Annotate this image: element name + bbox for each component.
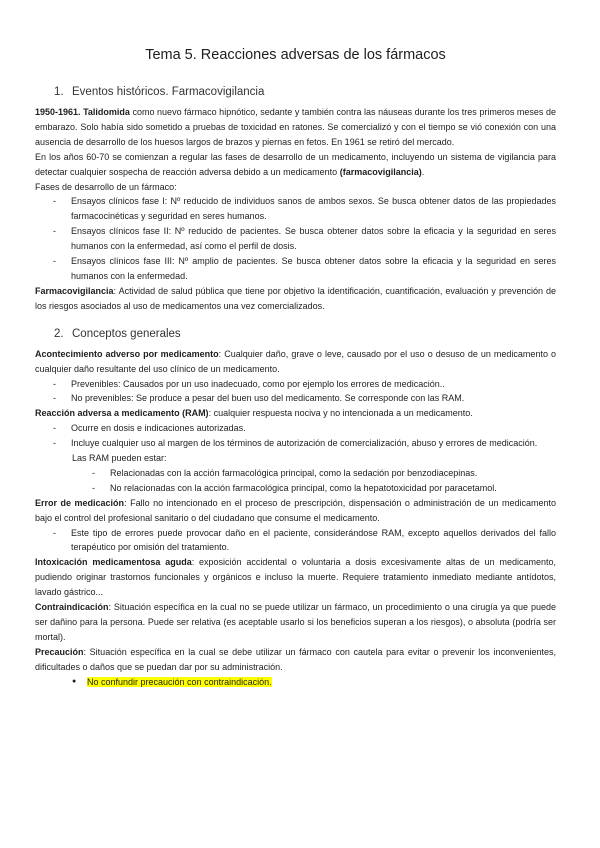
list-item: - Ensayos clínicos fase II: Nº reducido de pacientes. Se busca obtener datos sobre la eficacia y la seguridad en seres humanos con la enfermedad, así como el perfil de dosis. [69, 224, 556, 254]
page-title: Tema 5. Reacciones adversas de los fármacos [145, 47, 446, 63]
aam-list [35, 377, 556, 407]
section-number: 2. [54, 327, 64, 340]
paragraph-text: : Situación específica en la cual se debe utilizar un fármaco con cautela para evitar o prevenir los inconvenientes, dificultades o daños que se puedan dar por su administración. [35, 646, 556, 672]
paragraph-text: : exposición accidental o voluntaria a dosis excesivamente altas de un medicamento, pudiendo originar trastornos funcionales y orgánicos e incluso la muerte. Requiere tratamiento inmediato mediante antídotos, lavado gástrico... [35, 557, 556, 598]
list-item: - Este tipo de errores puede provocar daño en el paciente, considerándose RAM, excepto aquellos derivados del fallo terapéutico por omisión del tratamiento. [69, 526, 556, 556]
paragraph-intoxicacion [35, 555, 556, 600]
paragraph-ram [35, 406, 556, 421]
paragraph-talidomida [35, 105, 556, 150]
paragraph-acontecimiento [35, 347, 556, 377]
bold-term: Contraindicación [35, 602, 109, 613]
list-item: - No relacionadas con la acción farmacológica principal, como la hepatotoxicidad por paracetamol. [108, 481, 556, 496]
list-item: - Prevenibles: Causados por un uso inadecuado, como por ejemplo los errores de medicación.. [69, 377, 556, 392]
bold-term: Acontecimiento adverso por medicamento [35, 348, 219, 359]
bold-term: 1950-1961. Talidomida [35, 107, 130, 117]
bold-term: Farmacovigilancia [35, 285, 114, 296]
section-heading-text: Eventos históricos. Farmacovigilancia [72, 86, 265, 98]
paragraph-text: En los años 60-70 se comienzan a regular las fases de desarrollo de un medicamento, incluyendo un sistema de vigilancia para detectar cualquier sospecha de reacción adversa debido a un medicamento [35, 151, 556, 177]
paragraph-text: . [421, 166, 425, 177]
paragraph-phases-intro: Fases de desarrollo de un fármaco: [35, 181, 177, 192]
list-item [87, 675, 556, 690]
paragraph-regulation [35, 150, 556, 180]
paragraph-precaucion [35, 645, 556, 675]
highlighted-note: No confundir precaución con contraindicación. [87, 676, 272, 687]
ram-list [35, 421, 556, 451]
ram-sublist [35, 466, 556, 496]
bold-term: Error de medicación [35, 497, 125, 508]
note-list [35, 675, 556, 690]
list-item: - Relacionadas con la acción farmacológica principal, como la sedación por benzodiacepinas. [108, 466, 556, 481]
list-item: - Ensayos clínicos fase I: Nº reducido de individuos sanos de ambos sexos. Se busca obtener datos de las propiedades farmacocinéticas y seguridad en seres humanos. [69, 194, 556, 224]
paragraph-text: : Situación específica en la cual no se puede utilizar un fármaco, un procedimiento o una cirugía ya que puede ser dañino para la persona. Puede ser relativa (es aceptable usarlo si los beneficios superan a los riesgos), o absoluta (podría ser mortal). [35, 602, 556, 642]
section-number: 1. [54, 86, 64, 98]
list-item: - Ensayos clínicos fase III: Nº amplio de pacientes. Se busca obtener datos sobre la eficacia y la seguridad en seres humanos con la enfermedad. [69, 254, 556, 284]
bold-term: (farmacovigilancia) [339, 166, 422, 177]
paragraph-text: : Actividad de salud pública que tiene por objetivo la identificación, cuantificación, evaluación y prevención de los riesgos asociados al uso de medicamentos una vez comercializados. [35, 285, 556, 311]
ram-can-label: Las RAM pueden estar: [72, 453, 167, 464]
list-item: - Ocurre en dosis e indicaciones autorizadas. [69, 421, 556, 436]
paragraph-text: como nuevo fármaco hipnótico, sedante y también contra las náuseas durante los tres primeros meses de embarazo. Solo había sido sometido a pruebas de toxicidad en ratones. Se comercializó y con el tiempo se vió conexión con una ausencia de desarrollo de los huesos largos de brazos y piernas en fetos. En 1961 se retiró del mercado. [35, 107, 556, 147]
paragraph-text: : Cualquier daño, grave o leve, causado por el uso o desuso de un medicamento o cualquier daño resultante del uso clínico de un medicamento. [35, 348, 556, 374]
paragraph-error-medicacion [35, 496, 556, 526]
error-list [35, 526, 556, 556]
section-heading-2 [54, 327, 556, 341]
section-heading-text: Conceptos generales [72, 327, 181, 340]
paragraph-farmacovigilancia [35, 284, 556, 314]
paragraph-text: : cualquier respuesta nociva y no intencionada a un medicamento. [208, 408, 473, 419]
bold-term: Intoxicación medicamentosa aguda [35, 557, 192, 568]
list-item: - Incluye cualquier uso al margen de los términos de autorización de comercialización, abuso y errores de medicación. [69, 436, 556, 451]
list-item: - No prevenibles: Se produce a pesar del buen uso del medicamento. Se corresponde con las RAM. [69, 391, 556, 406]
phases-list [35, 194, 556, 283]
paragraph-contraindicacion [35, 600, 556, 645]
section-heading-1 [54, 85, 556, 99]
paragraph-text: : Fallo no intencionado en el proceso de prescripción, dispensación o administración de un medicamento bajo el control del profesional sanitario o del ciudadano que consume el medicamento. [35, 497, 557, 523]
bold-term: Precaución [35, 646, 84, 657]
bold-term: Reacción adversa a medicamento (RAM) [35, 408, 209, 419]
